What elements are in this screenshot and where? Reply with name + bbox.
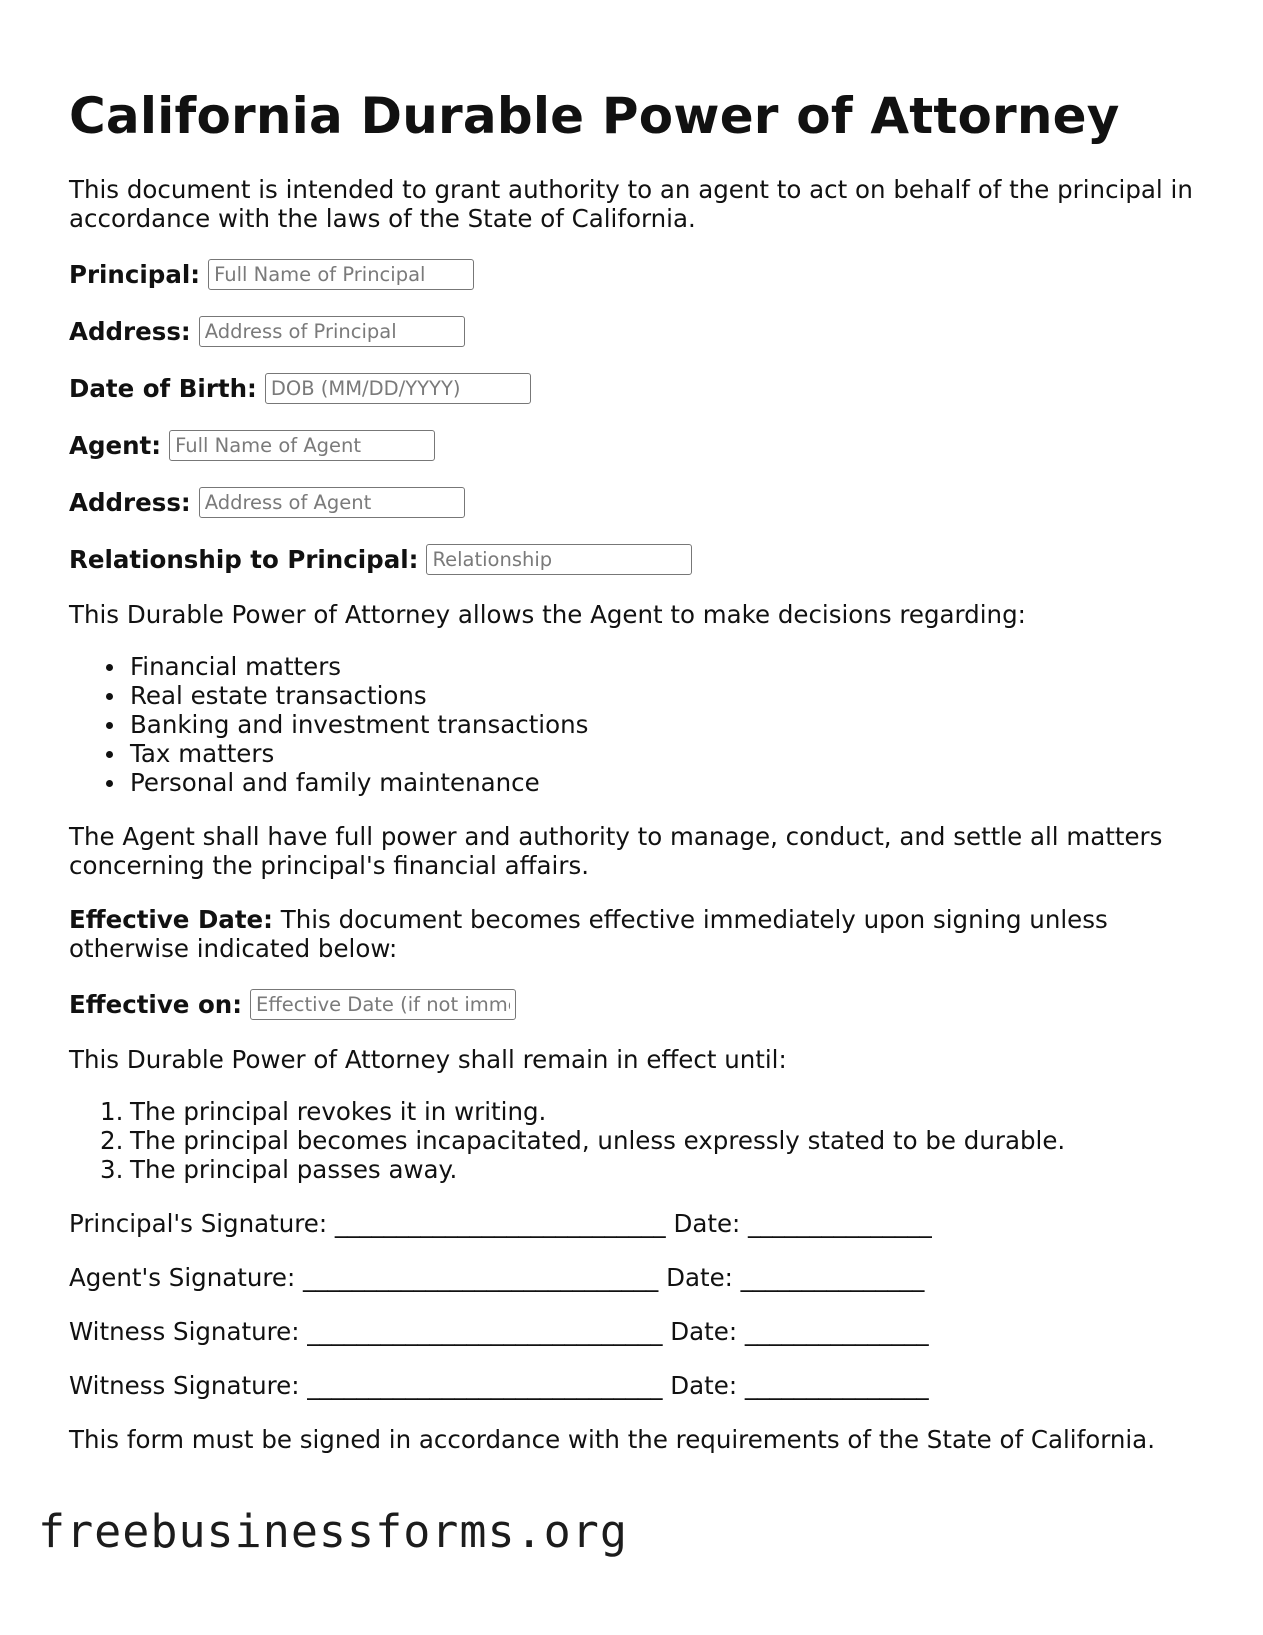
page-title: California Durable Power of Attorney	[69, 87, 1120, 145]
terms-list	[69, 1097, 1199, 1184]
relationship-input[interactable]	[426, 544, 692, 575]
dob-field-row	[69, 372, 1199, 404]
powers-list	[69, 652, 1199, 797]
list-item-text: The principal becomes incapacitated, unless expressly stated to be durable.	[130, 1126, 1066, 1155]
effective-date-text: This document becomes effective immediately upon signing unless otherwise indicated below:	[69, 905, 1108, 963]
list-item	[100, 1155, 1199, 1184]
agent-label: Agent:	[69, 430, 162, 460]
principal-name-input[interactable]	[208, 259, 474, 290]
agent-name-input[interactable]	[169, 430, 435, 461]
list-item: Personal and family maintenance	[130, 768, 1199, 797]
list-item	[100, 1126, 1199, 1155]
agent-address-field-row	[69, 486, 1199, 518]
agent-address-label: Address:	[69, 487, 191, 517]
principal-label: Principal:	[69, 259, 201, 289]
document	[69, 86, 1199, 1454]
effective-on-input[interactable]	[250, 989, 516, 1020]
list-number: 1.	[100, 1097, 124, 1126]
relationship-label: Relationship to Principal:	[69, 544, 419, 574]
list-item-text: The principal passes away.	[130, 1155, 458, 1184]
effective-date-paragraph	[69, 905, 1199, 963]
principal-field-row	[69, 258, 1199, 290]
powers-intro: This Durable Power of Attorney allows the Agent to make decisions regarding:	[69, 600, 1026, 629]
list-item: Banking and investment transactions	[130, 710, 1199, 739]
dob-label: Date of Birth:	[69, 373, 257, 403]
principal-address-label: Address:	[69, 316, 191, 346]
effective-on-field-row	[69, 988, 1199, 1020]
agent-signature-line: Agent's Signature: _____________________________ Date: _______________	[69, 1263, 925, 1292]
intro-paragraph: This document is intended to grant authority to an agent to act on behalf of the principal in accordance with the laws of the State of California.	[69, 175, 1193, 233]
watermark-logo: freebusinessforms.org	[38, 1505, 628, 1558]
list-number: 2.	[100, 1126, 124, 1155]
footer-note: This form must be signed in accordance with the requirements of the State of California.	[69, 1425, 1155, 1454]
dob-input[interactable]	[265, 373, 531, 404]
list-item: Real estate transactions	[130, 681, 1199, 710]
authority-paragraph: The Agent shall have full power and authority to manage, conduct, and settle all matters concerning the principal's financial affairs.	[69, 822, 1163, 880]
list-number: 3.	[100, 1155, 124, 1184]
relationship-field-row	[69, 543, 1199, 575]
list-item: Tax matters	[130, 739, 1199, 768]
agent-field-row	[69, 429, 1199, 461]
effective-on-label: Effective on:	[69, 989, 243, 1019]
effective-date-label: Effective Date:	[69, 905, 273, 934]
list-item	[100, 1097, 1199, 1126]
agent-address-input[interactable]	[199, 487, 465, 518]
remain-intro: This Durable Power of Attorney shall remain in effect until:	[69, 1045, 787, 1074]
principal-address-field-row	[69, 315, 1199, 347]
witness-signature-line: Witness Signature: _____________________________ Date: _______________	[69, 1317, 929, 1346]
witness-signature-line: Witness Signature: _____________________________ Date: _______________	[69, 1371, 929, 1400]
list-item: Financial matters	[130, 652, 1199, 681]
principal-signature-line: Principal's Signature: ___________________________ Date: _______________	[69, 1209, 932, 1238]
principal-address-input[interactable]	[199, 316, 465, 347]
list-item-text: The principal revokes it in writing.	[130, 1097, 547, 1126]
